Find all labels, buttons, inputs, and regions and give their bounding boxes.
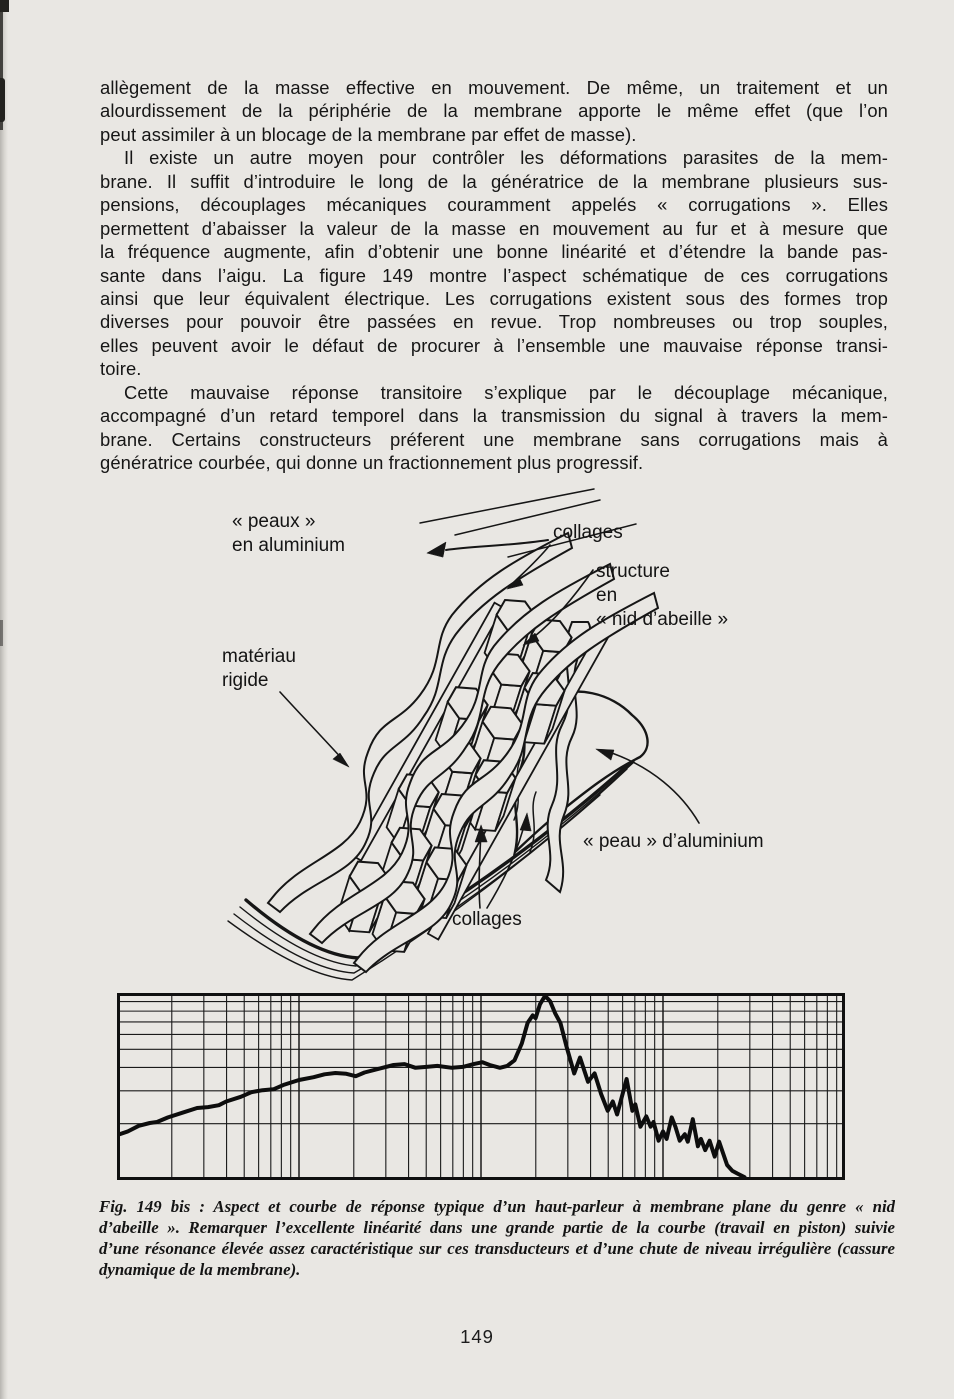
diagram-label-collages-bottom: collages <box>452 909 522 930</box>
diagram-label-collages-top: collages <box>553 522 623 543</box>
text-line: diverses pour pouvoir être passées en revue. Trop nombreuses ou trop souples, <box>100 311 888 333</box>
text-line: permettent d’abaisser la valeur de la masse en mouvement au fur et à mesure que <box>100 217 888 239</box>
body-text <box>100 76 888 474</box>
frequency-response-svg <box>117 993 845 1180</box>
diagram-label-peaux: « peaux » <box>232 511 316 532</box>
text-line: la fréquence augmente, afin d’obtenir une bonne linéarité et d’étendre la bande pas- <box>100 241 888 263</box>
text-line: ainsi que leur équivalent électrique. Les corrugations existent sous des formes trop <box>100 287 888 309</box>
text-line: sante dans l’aigu. La figure 149 montre l’aspect schématique de ces corrugations <box>100 264 888 286</box>
honeycomb-diagram <box>210 485 770 985</box>
text-line: d’abeille ». Remarquer l’excellente linéarité dans une grande partie de la courbe (travail en piston) suivie <box>99 1218 895 1237</box>
scan-edge-artifact <box>0 620 3 646</box>
text-line: pensions, découplages mécaniques couramment appelés « corrugations ». Elles <box>100 194 888 216</box>
frequency-response-chart <box>117 993 845 1180</box>
diagram-label-structure: en <box>596 585 618 606</box>
diagram-label-structure: « nid d’abeille » <box>596 609 729 630</box>
text-line: Il existe un autre moyen pour contrôler les déformations parasites de la mem- <box>124 147 888 169</box>
text-line: alourdissement de la périphérie de la membrane apporte le même effet (que l’on <box>100 100 888 122</box>
diagram-label-structure: structure <box>596 561 670 582</box>
scan-edge-artifact <box>0 78 5 122</box>
figure-caption <box>99 1196 895 1280</box>
diagram-label-peau: « peau » d’aluminium <box>583 831 764 852</box>
chart-grid <box>117 993 845 1180</box>
text-line: dynamique de la membrane). <box>99 1260 301 1279</box>
text-line: génératrice courbée, qui donne un fractionnement plus progressif. <box>100 452 644 473</box>
text-line: Cette mauvaise réponse transitoire s’explique par le découplage mécanique, <box>124 381 888 403</box>
honeycomb-diagram-svg <box>210 485 770 985</box>
text-line: toire. <box>100 358 142 380</box>
text-line: peut assimiler à un blocage de la membrane par effet de masse). <box>100 123 637 145</box>
text-line: Fig. 149 bis : Aspect et courbe de réponse typique d’un haut-parleur à membrane plane du genre « nid <box>99 1197 895 1216</box>
diagram-label-materiau: rigide <box>222 670 269 691</box>
text-line: d’une résonance élevée assez caractéristique sur ces transducteurs et d’une chute de niveau irrégulière (cassure <box>99 1239 895 1258</box>
text-line: elles peuvent avoir le défaut de procurer à l’ensemble une mauvaise réponse transi- <box>100 334 888 356</box>
response-curve <box>117 996 745 1177</box>
page-number: 149 <box>460 1326 494 1347</box>
scan-edge-artifact <box>0 0 9 12</box>
diagram-label-peaux: en aluminium <box>232 535 345 556</box>
text-line: allègement de la masse effective en mouvement. De même, un traitement et un <box>100 77 888 98</box>
text-line: accompagné d’un retard temporel dans la transmission du signal à travers la mem- <box>100 405 888 427</box>
text-line: brane. Il suffit d’introduire le long de la génératrice de la membrane plusieurs sus- <box>100 170 888 192</box>
text-line: brane. Certains constructeurs préferent une membrane sans corrugations mais à <box>100 428 888 450</box>
diagram-label-materiau: matériau <box>222 646 296 667</box>
